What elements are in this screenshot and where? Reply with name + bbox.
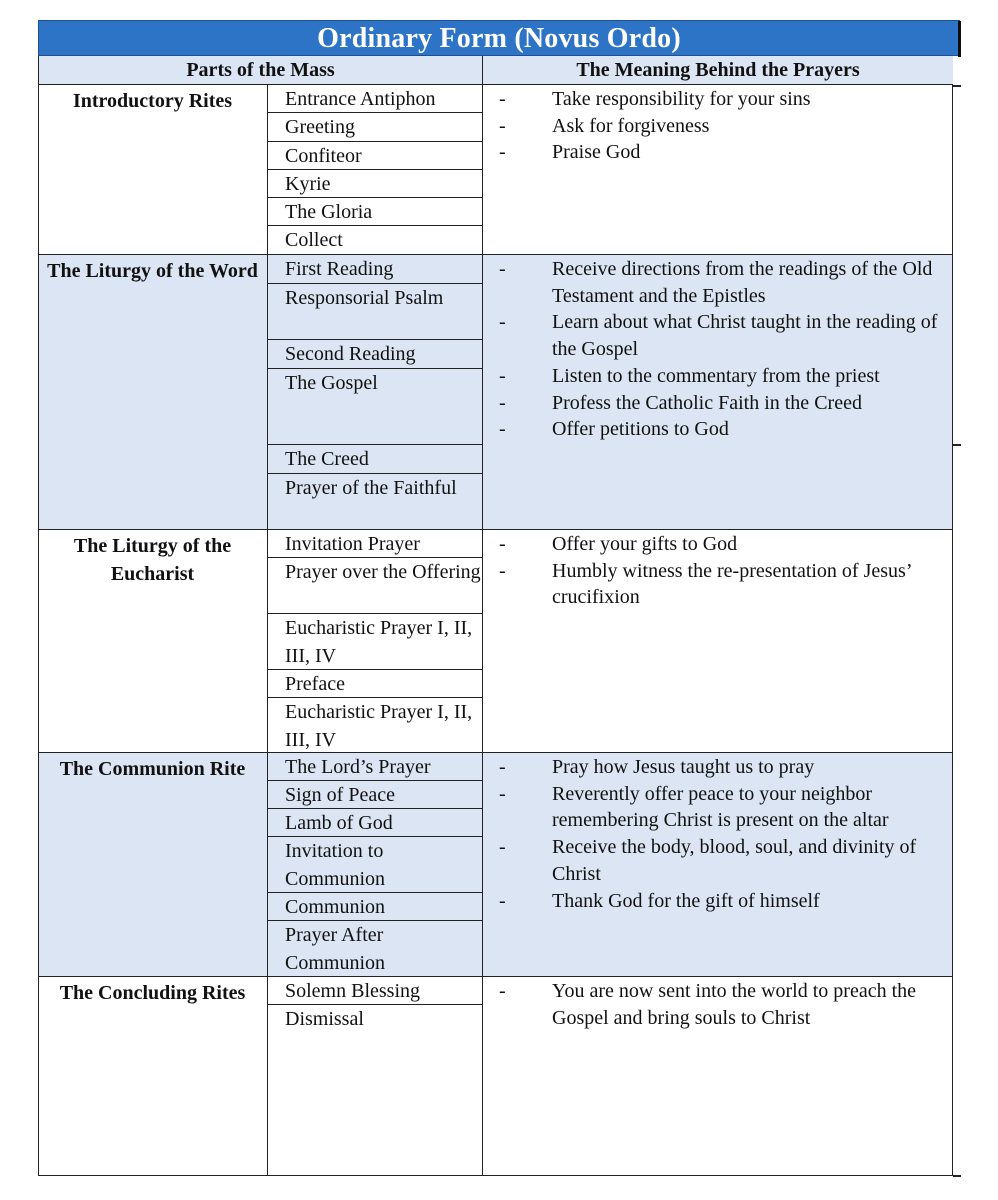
meaning-item — [485, 558, 950, 611]
meaning-item — [485, 86, 950, 113]
meaning-item — [485, 978, 950, 1031]
meaning-list — [485, 753, 950, 914]
dash-bullet: - — [499, 782, 506, 805]
part-item: Second Reading — [267, 340, 482, 369]
meaning-item — [485, 834, 950, 887]
table-title — [38, 20, 960, 56]
part-item: Communion — [267, 893, 482, 921]
edge-stub — [953, 1175, 961, 1177]
meaning-text: Offer your gifts to God — [552, 533, 738, 555]
part-item: Invitation Prayer — [267, 530, 482, 558]
part-item: Eucharistic Prayer I, II, III, IV — [267, 614, 482, 670]
dash-bullet: - — [499, 364, 506, 387]
dash-bullet: - — [499, 756, 506, 778]
meaning-text: Offer petitions to God — [552, 418, 729, 441]
title-edge-mark — [958, 21, 961, 57]
meaning-text: Humbly witness the re-presentation of Jesus’ crucifixion — [552, 559, 911, 609]
dash-bullet: - — [499, 114, 506, 137]
part-item: Prayer After Communion — [285, 924, 386, 974]
part-item: Solemn Blessing — [267, 977, 482, 1005]
meaning-text: Listen to the commentary from the priest — [552, 364, 880, 387]
section-title: The Liturgy of the Eucharist — [73, 535, 232, 585]
section-title: The Communion Rite — [59, 758, 246, 780]
part-item: Dismissal — [285, 1008, 364, 1030]
meaning-text: Thank God for the gift of himself — [552, 889, 820, 912]
part-item: Prayer over the Offering — [267, 558, 482, 614]
section-title: The Concluding Rites — [59, 982, 246, 1004]
section-introductory-rites — [38, 85, 953, 255]
meaning-item — [485, 256, 950, 309]
part-item: Kyrie — [267, 170, 482, 198]
parts-list — [267, 753, 482, 975]
meaning-text: Take responsibility for your sins — [552, 88, 811, 110]
meaning-text: Praise God — [552, 141, 641, 164]
column-divider — [482, 977, 483, 1175]
edge-stub — [953, 444, 961, 446]
dash-bullet: - — [499, 88, 506, 110]
part-item: The Gloria — [267, 198, 482, 226]
part-item: First Reading — [267, 255, 482, 284]
section-title: Introductory Rites — [72, 90, 233, 112]
column-divider — [482, 753, 483, 976]
column-divider — [482, 530, 483, 752]
meaning-item — [485, 390, 950, 417]
meaning-text: Learn about what Christ taught in the reading of the Gospel — [552, 311, 938, 361]
dash-bullet: - — [499, 418, 506, 441]
column-divider — [482, 255, 483, 529]
edge-stub — [953, 85, 961, 87]
part-item: The Creed — [267, 445, 482, 474]
section-title: The Liturgy of the Word — [47, 260, 258, 282]
meaning-item — [485, 531, 950, 558]
part-item: Responsorial Psalm — [267, 284, 482, 341]
part-item: Collect — [285, 229, 343, 252]
part-item: The Gospel — [267, 369, 482, 446]
dash-bullet: - — [499, 559, 506, 582]
meaning-list — [485, 255, 950, 443]
dash-bullet: - — [499, 258, 506, 280]
dash-bullet: - — [499, 141, 506, 164]
parts-list — [267, 530, 482, 752]
meaning-item — [485, 309, 950, 362]
meaning-list — [485, 977, 950, 1031]
dash-bullet: - — [499, 980, 506, 1002]
part-item: Invitation to Communion — [267, 837, 482, 893]
part-item: The Lord’s Prayer — [267, 753, 482, 781]
meaning-item — [485, 113, 950, 140]
table-title-text: Ordinary Form (Novus Ordo) — [317, 23, 681, 54]
meaning-text: Pray how Jesus taught us to pray — [552, 756, 815, 778]
part-item: Confiteor — [267, 142, 482, 170]
meaning-item — [485, 781, 950, 834]
dash-bullet: - — [499, 836, 506, 859]
part-item: Sign of Peace — [267, 781, 482, 809]
meaning-text: Profess the Catholic Faith in the Creed — [552, 391, 862, 414]
meaning-item — [485, 416, 950, 443]
section-communion-rite — [38, 753, 953, 977]
part-item: Prayer of the Faithful — [285, 476, 457, 499]
parts-list — [267, 255, 482, 530]
meaning-text: Receive the body, blood, soul, and divinity of Christ — [552, 836, 917, 885]
part-item: Preface — [267, 670, 482, 698]
part-item: Lamb of God — [267, 809, 482, 837]
parts-list — [267, 85, 482, 254]
meaning-text: Receive directions from the readings of the Old Testament and the Epistles — [552, 258, 933, 307]
meaning-item — [485, 363, 950, 390]
dash-bullet: - — [499, 533, 506, 555]
dash-bullet: - — [499, 311, 506, 334]
meaning-text: Reverently offer peace to your neighbor remembering Christ is present on the altar — [552, 782, 889, 832]
section-concluding-rites — [38, 977, 953, 1176]
meaning-text: Ask for forgiveness — [552, 114, 710, 137]
meaning-item — [485, 754, 950, 781]
dash-bullet: - — [499, 889, 506, 912]
header-meaning: The Meaning Behind the Prayers — [483, 56, 953, 85]
section-liturgy-of-the-word — [38, 255, 953, 530]
meaning-item — [485, 139, 950, 166]
header-parts: Parts of the Mass — [38, 56, 483, 85]
part-item: Entrance Antiphon — [267, 85, 482, 113]
parts-list — [267, 977, 482, 1033]
meaning-list — [485, 85, 950, 166]
part-item: Eucharistic Prayer I, II, III, IV — [285, 701, 473, 751]
meaning-text: You are now sent into the world to preach the Gospel and bring souls to Christ — [552, 980, 917, 1029]
section-liturgy-of-the-eucharist — [38, 530, 953, 753]
column-divider — [482, 85, 483, 254]
dash-bullet: - — [499, 391, 506, 414]
meaning-list — [485, 530, 950, 611]
meaning-item — [485, 888, 950, 915]
part-item: Greeting — [267, 113, 482, 141]
